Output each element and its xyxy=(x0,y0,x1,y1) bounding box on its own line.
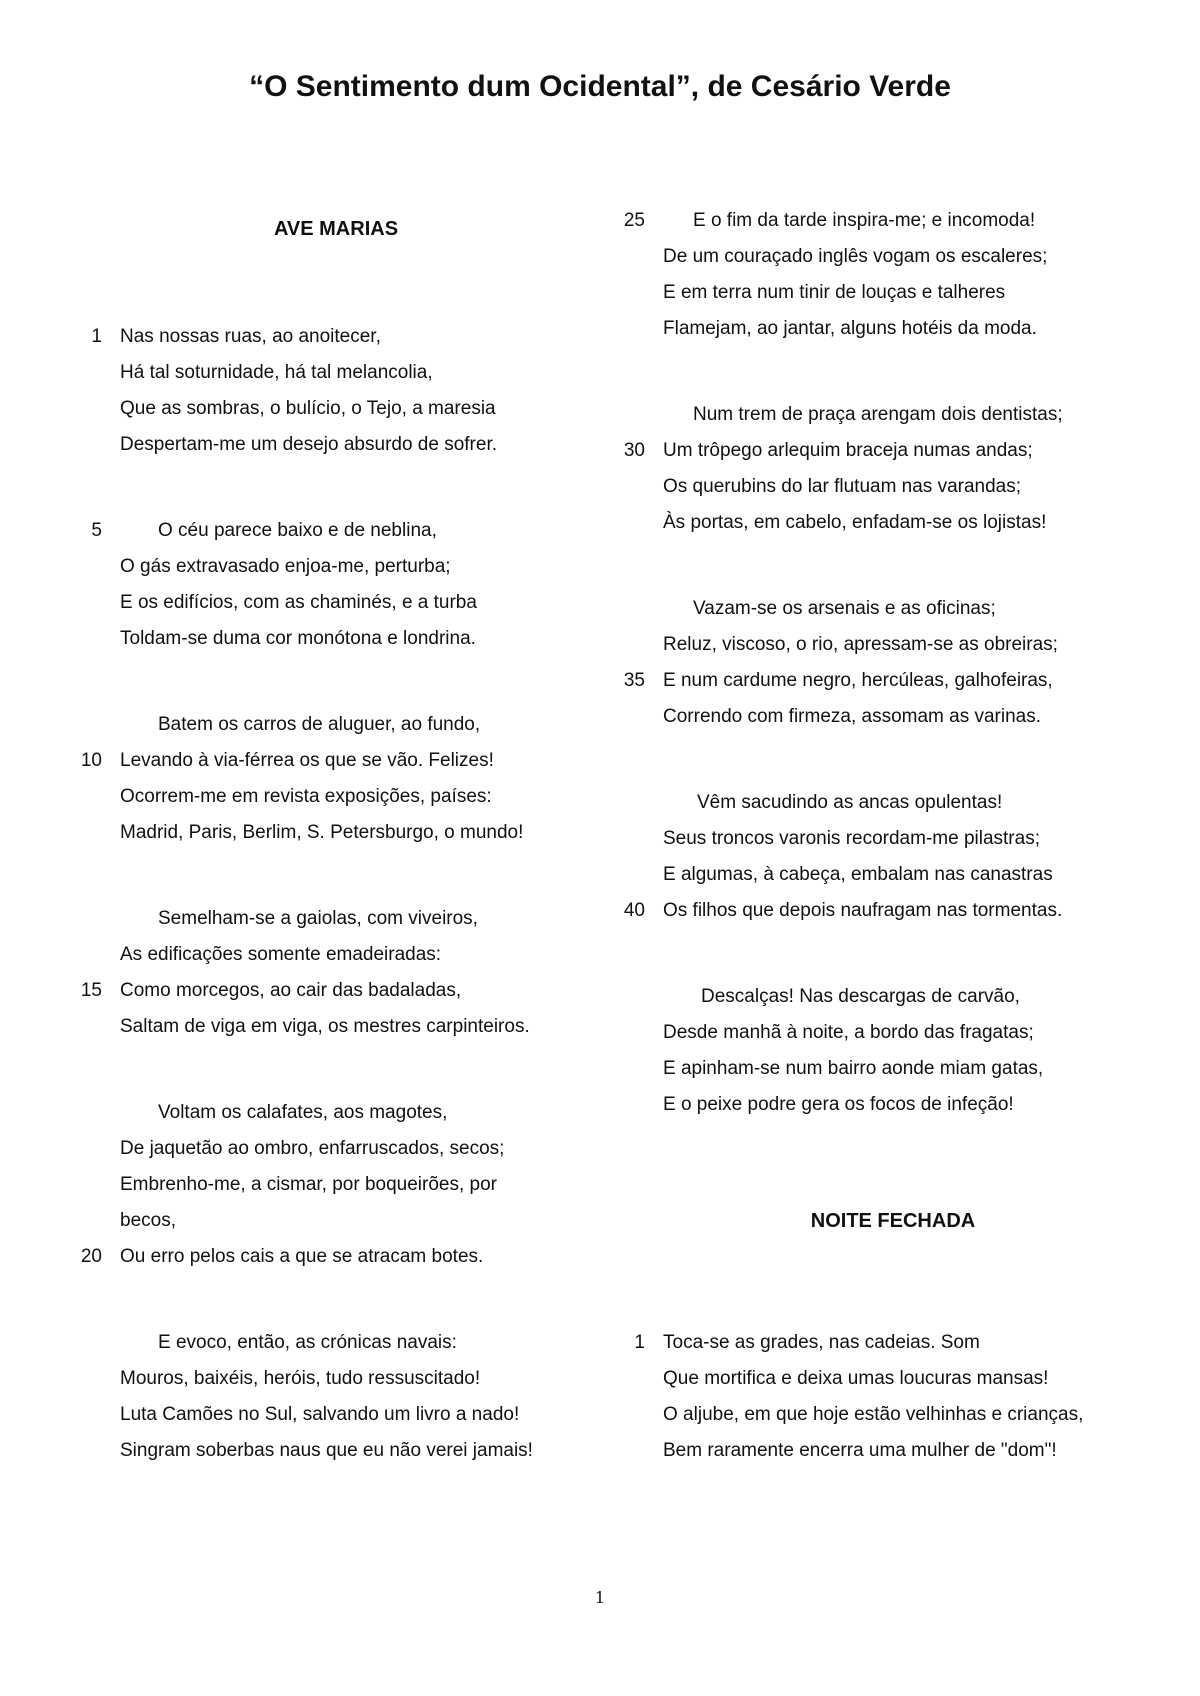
line-text: Despertam-me um desejo absurdo de sofrer. xyxy=(120,434,498,455)
line-text: O céu parece baixo e de neblina, xyxy=(158,520,437,541)
line-text: Saltam de viga em viga, os mestres carpinteiros. xyxy=(120,1016,530,1037)
line-text: Ou erro pelos cais a que se atracam botes. xyxy=(120,1246,484,1267)
line-text: E o fim da tarde inspira-me; e incomoda! xyxy=(693,210,1036,231)
line-number: 30 xyxy=(623,440,645,461)
line-text: Um trôpego arlequim braceja numas andas; xyxy=(663,440,1033,461)
line-text: Madrid, Paris, Berlim, S. Petersburgo, o mundo! xyxy=(120,822,524,843)
line-number: 1 xyxy=(91,326,102,347)
line-text: Luta Camões no Sul, salvando um livro a nado! xyxy=(120,1404,520,1425)
line-text: O gás extravasado enjoa-me, perturba; xyxy=(120,556,451,577)
line-text: Levando à via-férrea os que se vão. Felizes! xyxy=(120,750,494,771)
line-number: 15 xyxy=(80,980,102,1001)
line-text: Batem os carros de aluguer, ao fundo, xyxy=(158,714,481,735)
section-heading-noite-fechada: NOITE FECHADA xyxy=(810,1210,976,1232)
line-text: Embrenho-me, a cismar, por boqueirões, por xyxy=(120,1174,498,1195)
line-text: Nas nossas ruas, ao anoitecer, xyxy=(120,326,381,347)
section-heading-ave-marias: AVE MARIAS xyxy=(273,218,399,240)
line-text: Singram soberbas naus que eu não verei jamais! xyxy=(120,1440,533,1461)
line-text: Mouros, baixéis, heróis, tudo ressuscitado! xyxy=(120,1368,481,1389)
line-text: Voltam os calafates, aos magotes, xyxy=(158,1102,448,1123)
line-number: 10 xyxy=(80,750,102,771)
line-text: O aljube, em que hoje estão velhinhas e crianças, xyxy=(663,1404,1084,1425)
page-title: “O Sentimento dum Ocidental”, de Cesário Verde xyxy=(249,70,951,103)
line-text: Os querubins do lar flutuam nas varandas; xyxy=(663,476,1022,497)
line-number: 20 xyxy=(80,1246,102,1267)
line-text: Desde manhã à noite, a bordo das fragatas; xyxy=(663,1022,1034,1043)
line-text: Seus troncos varonis recordam-me pilastras; xyxy=(663,828,1040,849)
line-text: De um couraçado inglês vogam os escaleres; xyxy=(663,246,1048,267)
line-text: E apinham-se num bairro aonde miam gatas, xyxy=(663,1058,1044,1079)
line-text: E num cardume negro, hercúleas, galhofeiras, xyxy=(663,670,1053,691)
line-number: 40 xyxy=(623,900,645,921)
line-text: Que as sombras, o bulício, o Tejo, a maresia xyxy=(120,398,496,419)
line-text: E os edifícios, com as chaminés, e a turba xyxy=(120,592,477,613)
line-text: Vêm sacudindo as ancas opulentas! xyxy=(697,792,1003,813)
line-text: Vazam-se os arsenais e as oficinas; xyxy=(693,598,996,619)
line-text: E o peixe podre gera os focos de infeção! xyxy=(663,1094,1014,1115)
line-text: Correndo com firmeza, assomam as varinas. xyxy=(663,706,1042,727)
line-text: Às portas, em cabelo, enfadam-se os lojistas! xyxy=(663,512,1047,533)
line-text: As edificações somente emadeiradas: xyxy=(120,944,442,965)
line-text: becos, xyxy=(120,1210,176,1231)
line-text: Bem raramente encerra uma mulher de "dom"! xyxy=(663,1440,1057,1461)
line-text: Toca-se as grades, nas cadeias. Som xyxy=(663,1332,980,1353)
line-text: Que mortifica e deixa umas loucuras mansas! xyxy=(663,1368,1049,1389)
line-number: 35 xyxy=(623,670,645,691)
line-text: Semelham-se a gaiolas, com viveiros, xyxy=(158,908,478,929)
line-text: E em terra num tinir de louças e talheres xyxy=(663,282,1006,303)
line-number: 5 xyxy=(91,520,102,541)
line-text: De jaquetão ao ombro, enfarruscados, secos; xyxy=(120,1138,505,1159)
line-text: Como morcegos, ao cair das badaladas, xyxy=(120,980,462,1001)
line-number: 1 xyxy=(634,1332,645,1353)
line-text: Flamejam, ao jantar, alguns hotéis da moda. xyxy=(663,318,1037,339)
line-text: E algumas, à cabeça, embalam nas canastras xyxy=(663,864,1053,885)
line-text: Toldam-se duma cor monótona e londrina. xyxy=(120,628,476,649)
line-text: Descalças! Nas descargas de carvão, xyxy=(701,986,1020,1007)
line-number: 25 xyxy=(623,210,645,231)
line-text: Num trem de praça arengam dois dentistas; xyxy=(693,404,1063,425)
line-text: Há tal soturnidade, há tal melancolia, xyxy=(120,362,433,383)
line-text: E evoco, então, as crónicas navais: xyxy=(158,1332,457,1353)
page-number: 1 xyxy=(594,1588,606,1607)
line-text: Reluz, viscoso, o rio, apressam-se as obreiras; xyxy=(663,634,1058,655)
line-text: Os filhos que depois naufragam nas tormentas. xyxy=(663,900,1063,921)
line-text: Ocorrem-me em revista exposições, países: xyxy=(120,786,492,807)
